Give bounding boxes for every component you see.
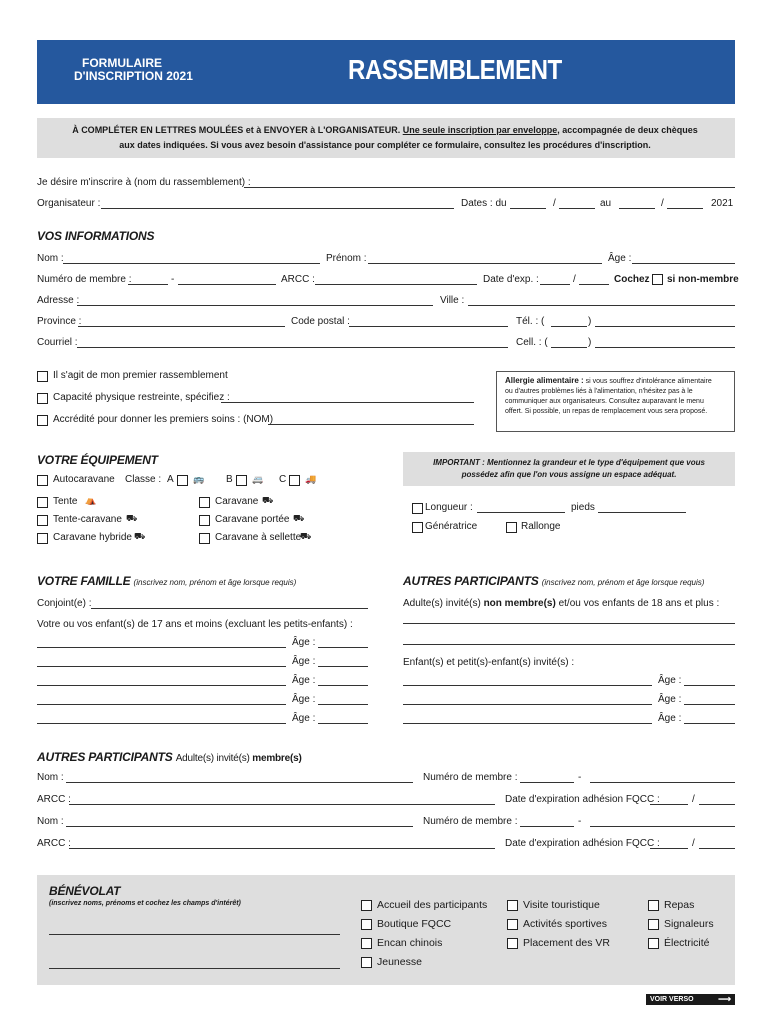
- petit-enfant-name-field-2[interactable]: [403, 704, 652, 705]
- membres-title: AUTRES PARTICIPANTS: [37, 750, 173, 764]
- enfant-age-label-1: Âge :: [292, 637, 316, 648]
- tent-icon: ⛺: [85, 495, 97, 505]
- enfant-age-field-5[interactable]: [318, 723, 368, 724]
- enfant-name-field-1[interactable]: [37, 647, 286, 648]
- membre-numero-field-2b[interactable]: [590, 826, 735, 827]
- membre-date-exp-field-2a[interactable]: [650, 848, 688, 849]
- enfant-age-field-4[interactable]: [318, 704, 368, 705]
- membre-arcc-field-2[interactable]: [69, 848, 495, 849]
- enfant-name-field-5[interactable]: [37, 723, 286, 724]
- membre-date-exp-field-1b[interactable]: [699, 804, 735, 805]
- membre-slash-1: /: [692, 794, 695, 805]
- allergie-box: [496, 371, 735, 432]
- instructions-line1: [0, 125, 770, 135]
- courriel-label: Courriel :: [37, 337, 78, 348]
- membre-dash-1: -: [578, 772, 582, 783]
- code-postal-label: Code postal :: [291, 316, 350, 327]
- adresse-field[interactable]: [77, 305, 433, 306]
- tel-label: Tél. : (: [516, 316, 545, 327]
- benevolat-jeunesse-label: Jeunesse: [377, 956, 422, 968]
- benevolat-placement-checkbox[interactable]: [507, 938, 518, 949]
- allergie-line4: offert. Si possible, un repas de remplacement vous sera proposé.: [505, 408, 708, 415]
- benevolat-visite-checkbox[interactable]: [507, 900, 518, 911]
- classe-a-label: A: [167, 474, 174, 485]
- petit-enfant-age-field-3[interactable]: [684, 723, 735, 724]
- accredite-field[interactable]: [268, 424, 474, 425]
- numero-membre-field-2[interactable]: [178, 284, 276, 285]
- enfants-label: Votre ou vos enfant(s) de 17 ans et moins (excluant les petits-enfants) :: [37, 619, 353, 630]
- membre-date-exp-field-2b[interactable]: [699, 848, 735, 849]
- instructions-text-2: , accompagnée de deux chèques: [557, 125, 698, 135]
- pieds-field[interactable]: [598, 512, 686, 513]
- famille-title: VOTRE FAMILLE: [37, 574, 131, 588]
- benevolat-title: BÉNÉVOLAT: [49, 884, 121, 898]
- enfant-age-field-3[interactable]: [318, 685, 368, 686]
- truck-camper-icon: ⛟: [293, 513, 305, 523]
- cell-close-paren: ): [588, 337, 592, 348]
- adulte-field-1[interactable]: [403, 623, 735, 624]
- classe-b-checkbox[interactable]: [236, 475, 247, 486]
- membre-arcc-label-1: ARCC :: [37, 794, 71, 805]
- autocaravane-label: Autocaravane: [53, 474, 115, 485]
- benevolat-name-field-1[interactable]: [49, 934, 340, 935]
- date-slash-2: /: [661, 198, 664, 209]
- nom-field[interactable]: [63, 263, 320, 264]
- numero-dash: -: [171, 274, 175, 285]
- membre-slash-2: /: [692, 838, 695, 849]
- caravane-checkbox[interactable]: [199, 497, 210, 508]
- classe-a-checkbox[interactable]: [177, 475, 188, 486]
- section-title-equipement: VOTRE ÉQUIPEMENT: [37, 453, 158, 467]
- date-start-month-field[interactable]: [559, 208, 595, 209]
- caravane-sellette-label: Caravane à sellette: [215, 532, 302, 543]
- benevolat-repas-label: Repas: [664, 899, 695, 911]
- numero-membre-field-1[interactable]: [128, 284, 168, 285]
- petit-enfant-age-label-2: Âge :: [658, 694, 682, 705]
- benevolat-signaleurs-checkbox[interactable]: [648, 919, 659, 930]
- motorhome-a-icon: 🚌: [193, 474, 205, 484]
- allergie-line3: communiquer aux organisateurs. Consultez auparavant le menu: [505, 398, 704, 405]
- membre-numero-label-1: Numéro de membre :: [423, 772, 518, 783]
- enfant-age-label-2: Âge :: [292, 656, 316, 667]
- enfant-age-label-5: Âge :: [292, 713, 316, 724]
- classe-c-checkbox[interactable]: [289, 475, 300, 486]
- date-slash: /: [553, 198, 556, 209]
- date-exp-slash: /: [573, 274, 576, 285]
- membre-arcc-field-1[interactable]: [69, 804, 495, 805]
- caravane-hybride-label: Caravane hybride: [53, 532, 132, 543]
- membre-numero-field-1b[interactable]: [590, 782, 735, 783]
- voir-verso-badge[interactable]: [646, 994, 735, 1005]
- benevolat-encan-checkbox[interactable]: [361, 938, 372, 949]
- benevolat-repas-checkbox[interactable]: [648, 900, 659, 911]
- date-year: 2021: [711, 198, 734, 209]
- membre-date-exp-field-1a[interactable]: [650, 804, 688, 805]
- courriel-field[interactable]: [77, 347, 508, 348]
- enfant-age-label-4: Âge :: [292, 694, 316, 705]
- fifth-wheel-icon: ⛟: [300, 531, 312, 541]
- benevolat-boutique-checkbox[interactable]: [361, 919, 372, 930]
- enfant-name-field-2[interactable]: [37, 666, 286, 667]
- classe-c-label: C: [279, 474, 287, 485]
- date-start-day-field[interactable]: [510, 208, 546, 209]
- instructions-line2: aux dates indiquées. Si vous avez besoin d'assistance pour compléter ce formulaire, consultez les procédures d'inscription.: [119, 140, 651, 150]
- benevolat-encan-label: Encan chinois: [377, 937, 443, 949]
- instructions-text: À COMPLÉTER EN LETTRES MOULÉES et à ENVOYER à L'ORGANISATEUR.: [72, 125, 403, 135]
- capacite-field[interactable]: [221, 402, 474, 403]
- longueur-field[interactable]: [477, 512, 565, 513]
- membre-nom-label-1: Nom :: [37, 772, 64, 783]
- benevolat-signaleurs-label: Signaleurs: [664, 918, 714, 930]
- age-label: Âge :: [608, 253, 632, 264]
- section-title-autres-membres: [37, 750, 302, 764]
- caravane-hybride-checkbox[interactable]: [37, 533, 48, 544]
- famille-note: (inscrivez nom, prénom et âge lorsque requis): [133, 578, 297, 587]
- classe-b-label: B: [226, 474, 233, 485]
- membre-dash-2: -: [578, 816, 582, 827]
- rassemblement-field[interactable]: [244, 187, 735, 188]
- allergie-line1: si vous souffrez d'intolérance alimentaire: [583, 378, 712, 385]
- allergie-title: Allergie alimentaire :: [505, 376, 584, 385]
- conjoint-label: Conjoint(e) :: [37, 598, 92, 609]
- benevolat-activites-label: Activités sportives: [523, 918, 608, 930]
- date-exp-year-field[interactable]: [579, 284, 609, 285]
- membres-sub-bold: membre(s): [252, 753, 302, 764]
- benevolat-accueil-label: Accueil des participants: [377, 899, 488, 911]
- section-title-informations: VOS INFORMATIONS: [37, 229, 155, 243]
- petit-enfant-age-label-1: Âge :: [658, 675, 682, 686]
- cell-label: Cell. : (: [516, 337, 548, 348]
- section-title-famille: [37, 574, 296, 588]
- conjoint-field[interactable]: [91, 608, 368, 609]
- generatrice-checkbox[interactable]: [412, 522, 423, 533]
- enfant-age-field-2[interactable]: [318, 666, 368, 667]
- arcc-field[interactable]: [315, 284, 477, 285]
- trailer-icon: ⛟: [262, 495, 274, 505]
- caravane-label: Caravane: [215, 496, 259, 507]
- rallonge-checkbox[interactable]: [506, 522, 517, 533]
- prenom-label: Prénom :: [326, 253, 367, 264]
- adultes-bold: non membre(s): [483, 598, 556, 609]
- enfant-age-label-3: Âge :: [292, 675, 316, 686]
- benevolat-name-field-2[interactable]: [49, 968, 340, 969]
- membres-sub: [176, 753, 302, 764]
- membre-numero-field-2a[interactable]: [520, 826, 574, 827]
- allergie-line2: ou d'autres problèmes liés à l'alimentation, n'hésitez pas à le: [505, 388, 693, 395]
- benevolat-electricite-checkbox[interactable]: [648, 938, 659, 949]
- membre-nom-field-2[interactable]: [66, 826, 413, 827]
- form-label-line1: FORMULAIRE: [82, 56, 162, 70]
- autres-title: AUTRES PARTICIPANTS: [403, 574, 539, 588]
- date-au-label: au: [600, 198, 612, 209]
- date-end-day-field[interactable]: [619, 208, 655, 209]
- petit-enfant-name-field-3[interactable]: [403, 723, 652, 724]
- classe-label: Classe :: [125, 474, 162, 485]
- membres-sub-pre: Adulte(s) invité(s): [175, 753, 253, 764]
- petits-enfants-label: Enfant(s) et petit(s)-enfant(s) invité(s) :: [403, 657, 575, 668]
- membre-nom-label-2: Nom :: [37, 816, 64, 827]
- autocaravane-checkbox[interactable]: [37, 475, 48, 486]
- membre-numero-label-2: Numéro de membre :: [423, 816, 518, 827]
- adultes-pre: Adulte(s) invité(s): [403, 598, 484, 609]
- tel-area-field[interactable]: [551, 326, 587, 327]
- benevolat-visite-label: Visite touristique: [523, 899, 600, 911]
- premier-label: Il s'agit de mon premier rassemblement: [53, 370, 228, 381]
- capacite-checkbox[interactable]: [37, 393, 48, 404]
- longueur-label: Longueur :: [425, 502, 473, 513]
- tente-caravane-checkbox[interactable]: [37, 515, 48, 526]
- pieds-label: pieds: [571, 502, 595, 513]
- adultes-post: et/ou vos enfants de 18 ans et plus :: [555, 598, 720, 609]
- premier-checkbox[interactable]: [37, 371, 48, 382]
- petit-enfant-age-field-1[interactable]: [684, 685, 735, 686]
- voir-verso-label: VOIR VERSO: [650, 996, 694, 1003]
- page-title: RASSEMBLEMENT: [348, 54, 562, 85]
- benevolat-activites-checkbox[interactable]: [507, 919, 518, 930]
- province-label: Province :: [37, 316, 82, 327]
- organisateur-field[interactable]: [101, 208, 454, 209]
- cell-area-field[interactable]: [551, 347, 587, 348]
- generatrice-label: Génératrice: [425, 521, 478, 532]
- hybrid-trailer-icon: ⛟: [134, 531, 146, 541]
- section-title-autres-participants: [403, 574, 704, 588]
- petit-enfant-age-label-3: Âge :: [658, 713, 682, 724]
- instructions-box: [37, 118, 735, 158]
- membre-date-exp-label-2: Date d'expiration adhésion FQCC :: [505, 838, 660, 849]
- capacite-label: Capacité physique restreinte, spécifiez :: [53, 392, 230, 403]
- tent-trailer-icon: ⛟: [126, 513, 138, 523]
- important-line1: IMPORTANT : Mentionnez la grandeur et le type d'équipement que vous: [433, 458, 705, 467]
- membre-nom-field-1[interactable]: [66, 782, 413, 783]
- benevolat-jeunesse-checkbox[interactable]: [361, 957, 372, 968]
- date-end-month-field[interactable]: [667, 208, 703, 209]
- non-membre-label: si non-membre: [667, 274, 739, 285]
- membre-numero-field-1a[interactable]: [520, 782, 574, 783]
- ville-label: Ville :: [440, 295, 465, 306]
- tel-field[interactable]: [595, 326, 735, 327]
- cochez-label: Cochez: [614, 274, 650, 285]
- date-exp-label: Date d'exp. :: [483, 274, 539, 285]
- ville-field[interactable]: [468, 305, 735, 306]
- benevolat-placement-label: Placement des VR: [523, 937, 610, 949]
- numero-membre-label: Numéro de membre :: [37, 274, 132, 285]
- tente-checkbox[interactable]: [37, 497, 48, 508]
- rallonge-label: Rallonge: [521, 521, 561, 532]
- province-field[interactable]: [78, 326, 285, 327]
- nom-label: Nom :: [37, 253, 64, 264]
- adresse-label: Adresse :: [37, 295, 80, 306]
- caravane-sellette-checkbox[interactable]: [199, 533, 210, 544]
- benevolat-electricite-label: Électricité: [664, 937, 710, 949]
- accredite-checkbox[interactable]: [37, 415, 48, 426]
- cell-field[interactable]: [595, 347, 735, 348]
- petit-enfant-name-field-1[interactable]: [403, 685, 652, 686]
- enfant-name-field-4[interactable]: [37, 704, 286, 705]
- benevolat-boutique-label: Boutique FQCC: [377, 918, 452, 930]
- instructions-underlined: Une seule inscription par enveloppe: [402, 125, 558, 135]
- caravane-portee-checkbox[interactable]: [199, 515, 210, 526]
- rassemblement-label: Je désire m'inscrire à (nom du rassemblement) :: [37, 177, 251, 188]
- petit-enfant-age-field-2[interactable]: [684, 704, 735, 705]
- benevolat-accueil-checkbox[interactable]: [361, 900, 372, 911]
- tente-label: Tente: [53, 496, 78, 507]
- motorhome-b-icon: 🚐: [252, 474, 264, 484]
- membre-arcc-label-2: ARCC :: [37, 838, 71, 849]
- enfant-age-field-1[interactable]: [318, 647, 368, 648]
- arcc-label: ARCC :: [281, 274, 315, 285]
- non-membre-checkbox[interactable]: [652, 274, 663, 285]
- organisateur-label: Organisateur :: [37, 198, 101, 209]
- date-exp-month-field[interactable]: [540, 284, 570, 285]
- caravane-portee-label: Caravane portée: [215, 514, 290, 525]
- adultes-non-membres-label: [403, 598, 719, 609]
- benevolat-note: (inscrivez noms, prénoms et cochez les champs d'intérêt): [49, 900, 241, 907]
- longueur-checkbox[interactable]: [412, 503, 423, 514]
- tel-close-paren: ): [588, 316, 592, 327]
- dates-label: Dates : du: [461, 198, 507, 209]
- code-postal-field[interactable]: [349, 326, 508, 327]
- form-label: [74, 57, 193, 83]
- adulte-field-2[interactable]: [403, 644, 735, 645]
- membre-date-exp-label-1: Date d'expiration adhésion FQCC :: [505, 794, 660, 805]
- motorhome-c-icon: 🚚: [305, 474, 317, 484]
- important-line2: possédez afin que l'on vous assigne un espace adéquat.: [461, 470, 677, 479]
- accredite-label: Accrédité pour donner les premiers soins : (NOM): [53, 414, 274, 425]
- arrow-right-icon: ⟶: [718, 994, 731, 1004]
- form-label-line2: D'INSCRIPTION 2021: [74, 69, 193, 83]
- tente-caravane-label: Tente-caravane: [53, 514, 122, 525]
- age-field[interactable]: [632, 263, 735, 264]
- enfant-name-field-3[interactable]: [37, 685, 286, 686]
- prenom-field[interactable]: [368, 263, 602, 264]
- autres-note: (inscrivez nom, prénom et âge lorsque requis): [541, 578, 705, 587]
